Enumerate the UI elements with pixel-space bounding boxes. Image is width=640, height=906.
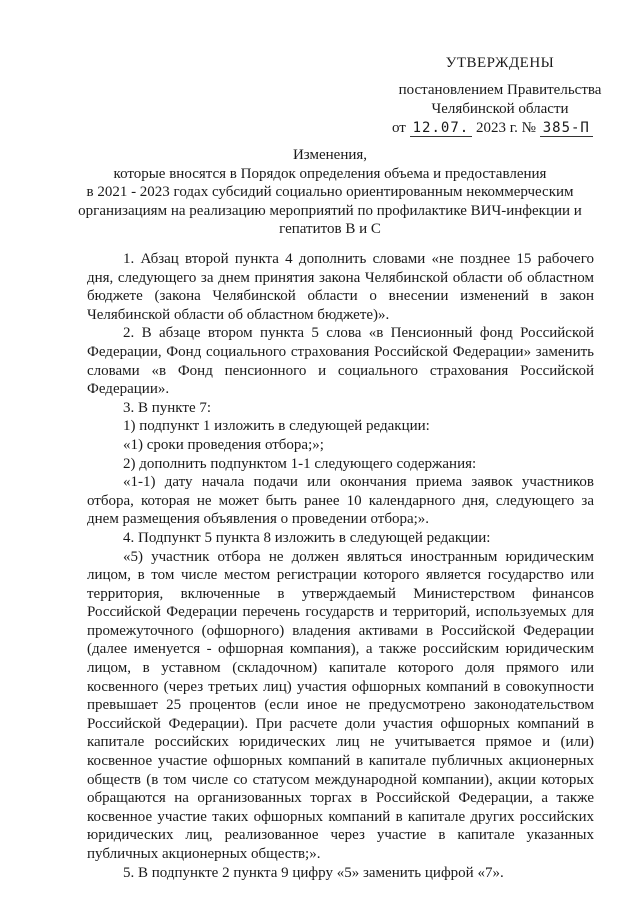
approval-date-line <box>380 119 620 138</box>
document-body <box>87 250 594 882</box>
paragraph-5: «1) сроки проведения отбора;»; <box>123 436 324 453</box>
heading-line-2: которые вносятся в Порядок определения объема и предоставления <box>113 165 547 182</box>
handwritten-date: 12.07. <box>410 121 473 137</box>
paragraph-8: 4. Подпункт 5 пункта 8 изложить в следующей редакции: <box>123 529 491 546</box>
approval-block <box>380 54 620 138</box>
paragraph-10: 5. В подпункте 2 пункта 9 цифру «5» заменить цифрой «7». <box>123 864 504 881</box>
heading-line-1: Изменения, <box>292 147 368 163</box>
paragraph-9: «5) участник отбора не должен являться иностранным юридическим лицом, в том числе местом регистрации которого является государство или территория, включенные в утверждаемый Министерством финансов Российской Федерации перечень государств и территорий, используемых для промежуточного (офшорного) владения активами в Российской Федерации (далее именуется - офшорная компания), а также российским юридическим лицом, в уставном (складочном) капитале которого доля прямого или косвенного (через третьих лиц) участия офшорных компаний в совокупности превышает 25 процентов (если иное не предусмотрено законодательством Российской Федерации). При расчете доли участия офшорных компаний в капитале российских юридических лиц не учитывается прямое и (или) косвенное участие офшорных компаний в капитале публичных акционерных обществ (в том числе со статусом международной компании), акции которых обращаются на организованных торгах в Российской Федерации, а также косвенное участие таких офшорных компаний в капитале других российских юридических лиц, реализованное через участие в капитале указанных публичных акционерных обществ;». <box>87 548 594 862</box>
paragraph-6: 2) дополнить подпунктом 1-1 следующего содержания: <box>123 455 477 472</box>
paragraph-3: 3. В пункте 7: <box>123 399 212 416</box>
document-heading <box>70 146 590 239</box>
paragraph-2: 2. В абзаце втором пункта 5 слова «в Пенсионный фонд Российской Федерации, Фонд социального страхования Российской Федерации» заменить словами «в Фонд пенсионного и социального страхования Российской Федерации». <box>87 325 594 398</box>
heading-line-3: в 2021 - 2023 годах субсидий социально ориентированным некоммерческим <box>86 184 574 200</box>
approval-line-1: постановлением Правительства <box>398 82 602 98</box>
approval-title: УТВЕРЖДЕНЫ <box>445 55 555 71</box>
paragraph-4: 1) подпункт 1 изложить в следующей редакции: <box>123 418 430 435</box>
approval-line-2: Челябинской области <box>431 101 569 117</box>
heading-line-5: гепатитов В и С <box>279 221 381 237</box>
date-prefix: от <box>392 120 406 136</box>
paragraph-1: 1. Абзац второй пункта 4 дополнить словами «не позднее 15 рабочего дня, следующего за днем принятия закона Челябинской области об областном бюджете (закона Челябинской области о внесении изменений в закон Челябинской области об областном бюджете)». <box>87 251 594 323</box>
paragraph-7: «1-1) дату начала подачи или окончания приема заявок участников отбора, которая не может быть ранее 10 календарного дня, следующего за днем размещения объявления о проведении отбора;». <box>87 474 594 528</box>
handwritten-number: 385-П <box>540 121 593 137</box>
heading-line-4: организациям на реализацию мероприятий по профилактике ВИЧ-инфекции и <box>78 202 582 219</box>
date-suffix: 2023 г. № <box>475 120 536 136</box>
